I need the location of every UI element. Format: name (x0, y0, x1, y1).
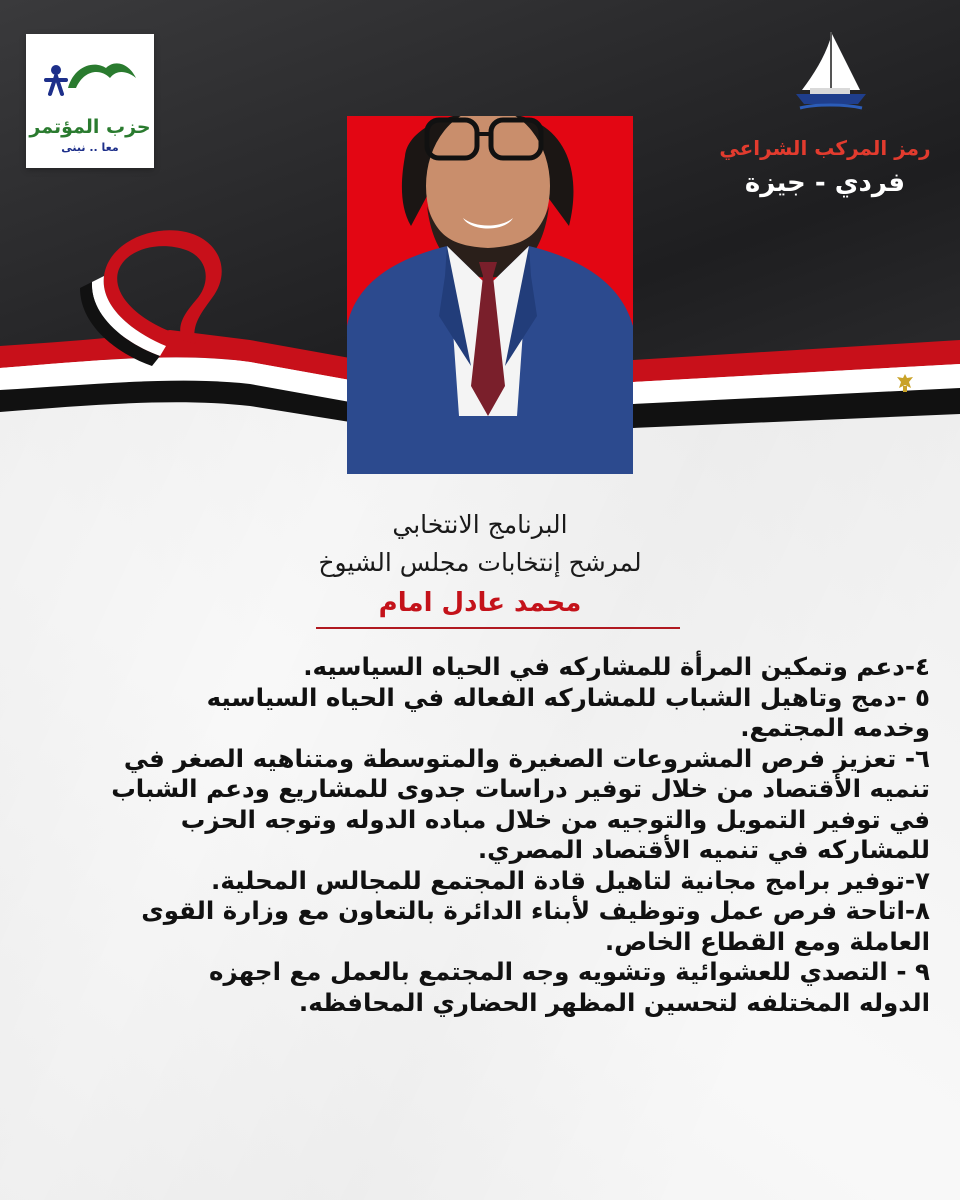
program-heading: البرنامج الانتخابي (392, 510, 568, 539)
program-list (30, 652, 930, 1018)
program-line: ٥ -دمج وتاهيل الشباب للمشاركه الفعاله في الحياه السياسيه (206, 682, 930, 712)
program-line: الدوله المختلفه لتحسين المظهر الحضاري المحافظه. (298, 987, 930, 1017)
program-line: ٩ - التصدي للعشوائية وتشويه وجه المجتمع بالعمل مع اجهزه (209, 957, 930, 986)
program-line: في توفير التمويل والتوجيه من خلال مباده الدوله وتوجه الحزب (180, 804, 930, 834)
symbol-label: رمز المركب الشراعي (719, 136, 931, 160)
district-label: فردي - جيزة (744, 168, 906, 198)
party-emblem-icon (40, 48, 140, 112)
program-line: ٦- تعزيز فرص المشروعات الصغيرة والمتوسطة ومتناهيه الصغر في (123, 743, 930, 773)
program-line: تنميه الأقتصاد من خلال توفير دراسات جدوى للمشاريع ودعم الشباب (111, 774, 930, 803)
party-slogan: معا .. نبنى (61, 141, 119, 154)
program-line: ٧-توفير برامج مجانية لتاهيل قادة المجتمع للمجالس المحلية. (211, 865, 930, 895)
sailboat-icon (790, 30, 870, 114)
party-name: حزب المؤتمر (29, 116, 151, 138)
heading-divider (316, 627, 680, 629)
program-line: للمشاركه في تنميه الأقتصاد المصري. (477, 835, 930, 864)
party-logo (26, 34, 154, 168)
program-line: ٤-دعم وتمكين المرأة للمشاركه في الحياه السياسيه. (303, 652, 930, 681)
program-line: العاملة ومع القطاع الخاص. (604, 926, 930, 956)
program-line: وخدمه المجتمع. (740, 713, 930, 742)
eagle-emblem-icon (894, 372, 916, 394)
program-subheading: لمرشح إنتخابات مجلس الشيوخ (318, 548, 642, 577)
program-line: ٨-اتاحة فرص عمل وتوظيف لأبناء الدائرة بالتعاون مع وزارة القوى (141, 896, 930, 925)
candidate-name: محمد عادل امام (378, 588, 582, 618)
candidate-photo (347, 116, 633, 474)
